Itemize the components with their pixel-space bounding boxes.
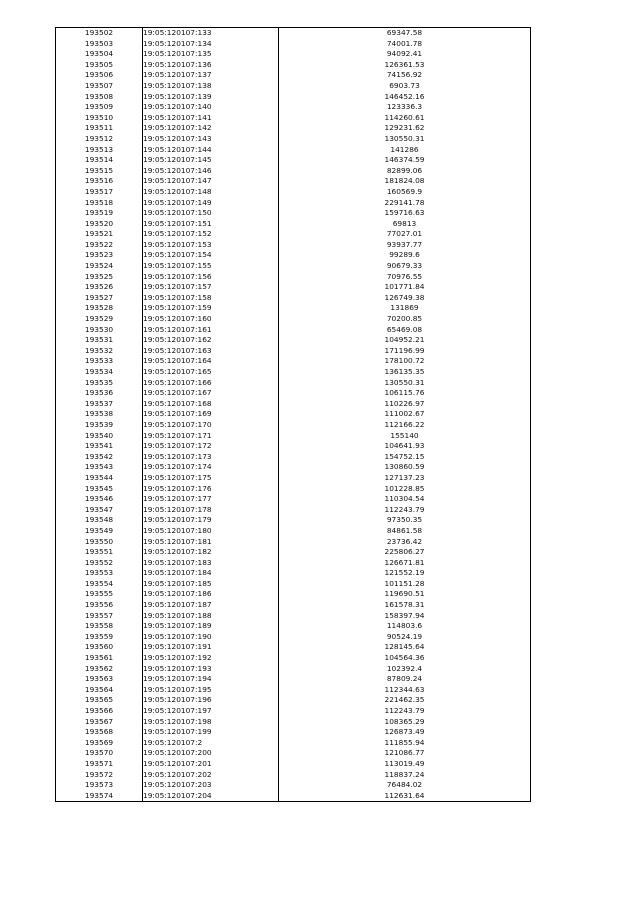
row-id-cell: 193566 [56,706,143,717]
row-id-cell: 193544 [56,473,143,484]
timestamp-cell: 19:05:120107:133 [143,28,279,39]
value-cell: 106115.76 [279,388,531,399]
table-row [56,187,531,198]
value-cell: 128145.64 [279,642,531,653]
value-cell: 146374.59 [279,155,531,166]
row-id-cell: 193504 [56,49,143,60]
timestamp-cell: 19:05:120107:172 [143,441,279,452]
row-id-cell: 193555 [56,589,143,600]
table-row [56,367,531,378]
table-row [56,356,531,367]
value-cell: 84861.58 [279,526,531,537]
row-id-cell: 193502 [56,28,143,39]
row-id-cell: 193512 [56,134,143,145]
timestamp-cell: 19:05:120107:197 [143,706,279,717]
row-id-cell: 193508 [56,92,143,103]
row-id-cell: 193550 [56,537,143,548]
row-id-cell: 193539 [56,420,143,431]
table-row [56,28,531,39]
timestamp-cell: 19:05:120107:192 [143,653,279,664]
table-row [56,600,531,611]
value-cell: 77027.01 [279,229,531,240]
row-id-cell: 193515 [56,166,143,177]
value-cell: 119690.51 [279,589,531,600]
timestamp-cell: 19:05:120107:160 [143,314,279,325]
value-cell: 112243.79 [279,505,531,516]
value-cell: 97350.35 [279,515,531,526]
timestamp-cell: 19:05:120107:202 [143,770,279,781]
value-cell: 130550.31 [279,134,531,145]
value-cell: 102392.4 [279,664,531,675]
row-id-cell: 193557 [56,611,143,622]
table-row [56,653,531,664]
data-table [55,27,531,802]
value-cell: 121086.77 [279,748,531,759]
value-cell: 112344.63 [279,685,531,696]
table-row [56,547,531,558]
timestamp-cell: 19:05:120107:182 [143,547,279,558]
row-id-cell: 193521 [56,229,143,240]
table-row [56,325,531,336]
value-cell: 69813 [279,219,531,230]
row-id-cell: 193517 [56,187,143,198]
table-row [56,695,531,706]
timestamp-cell: 19:05:120107:163 [143,346,279,357]
row-id-cell: 193527 [56,293,143,304]
table-row [56,49,531,60]
value-cell: 93937.77 [279,240,531,251]
timestamp-cell: 19:05:120107:156 [143,272,279,283]
timestamp-cell: 19:05:120107:141 [143,113,279,124]
value-cell: 161578.31 [279,600,531,611]
value-cell: 130860.59 [279,462,531,473]
table-row [56,738,531,749]
value-cell: 155140 [279,431,531,442]
row-id-cell: 193564 [56,685,143,696]
value-cell: 90524.19 [279,632,531,643]
table-row [56,378,531,389]
value-cell: 126873.49 [279,727,531,738]
row-id-cell: 193561 [56,653,143,664]
table-row [56,166,531,177]
table-row [56,229,531,240]
table-row [56,134,531,145]
row-id-cell: 193522 [56,240,143,251]
row-id-cell: 193510 [56,113,143,124]
timestamp-cell: 19:05:120107:188 [143,611,279,622]
table-row [56,60,531,71]
row-id-cell: 193505 [56,60,143,71]
row-id-cell: 193556 [56,600,143,611]
row-id-cell: 193568 [56,727,143,738]
row-id-cell: 193547 [56,505,143,516]
value-cell: 178100.72 [279,356,531,367]
timestamp-cell: 19:05:120107:2 [143,738,279,749]
timestamp-cell: 19:05:120107:147 [143,176,279,187]
timestamp-cell: 19:05:120107:158 [143,293,279,304]
row-id-cell: 193513 [56,145,143,156]
timestamp-cell: 19:05:120107:183 [143,558,279,569]
timestamp-cell: 19:05:120107:181 [143,537,279,548]
row-id-cell: 193554 [56,579,143,590]
table-row [56,261,531,272]
value-cell: 126361.53 [279,60,531,71]
value-cell: 111855.94 [279,738,531,749]
table-row [56,780,531,791]
timestamp-cell: 19:05:120107:186 [143,589,279,600]
timestamp-cell: 19:05:120107:204 [143,791,279,802]
row-id-cell: 193540 [56,431,143,442]
table-row [56,145,531,156]
value-cell: 141286 [279,145,531,156]
row-id-cell: 193560 [56,642,143,653]
value-cell: 104952.21 [279,335,531,346]
value-cell: 101151.28 [279,579,531,590]
table-row [56,346,531,357]
value-cell: 94092.41 [279,49,531,60]
row-id-cell: 193503 [56,39,143,50]
value-cell: 131869 [279,303,531,314]
value-cell: 159716.63 [279,208,531,219]
row-id-cell: 193573 [56,780,143,791]
row-id-cell: 193549 [56,526,143,537]
table-row [56,208,531,219]
row-id-cell: 193565 [56,695,143,706]
table-row [56,399,531,410]
table-row [56,250,531,261]
table-row [56,70,531,81]
value-cell: 87809.24 [279,674,531,685]
row-id-cell: 193520 [56,219,143,230]
value-cell: 112631.64 [279,791,531,802]
value-cell: 82899.06 [279,166,531,177]
table-row [56,102,531,113]
table-row [56,92,531,103]
value-cell: 108365.29 [279,717,531,728]
timestamp-cell: 19:05:120107:144 [143,145,279,156]
row-id-cell: 193529 [56,314,143,325]
timestamp-cell: 19:05:120107:150 [143,208,279,219]
row-id-cell: 193506 [56,70,143,81]
row-id-cell: 193548 [56,515,143,526]
table-row [56,431,531,442]
timestamp-cell: 19:05:120107:161 [143,325,279,336]
value-cell: 110226.97 [279,399,531,410]
table-row [56,642,531,653]
timestamp-cell: 19:05:120107:198 [143,717,279,728]
timestamp-cell: 19:05:120107:173 [143,452,279,463]
value-cell: 114803.6 [279,621,531,632]
table-row [56,473,531,484]
timestamp-cell: 19:05:120107:139 [143,92,279,103]
value-cell: 6903.73 [279,81,531,92]
value-cell: 99289.6 [279,250,531,261]
timestamp-cell: 19:05:120107:155 [143,261,279,272]
timestamp-cell: 19:05:120107:134 [143,39,279,50]
value-cell: 126671.81 [279,558,531,569]
row-id-cell: 193514 [56,155,143,166]
value-cell: 158397.94 [279,611,531,622]
timestamp-cell: 19:05:120107:170 [143,420,279,431]
value-cell: 111002.67 [279,409,531,420]
row-id-cell: 193570 [56,748,143,759]
value-cell: 90679.33 [279,261,531,272]
timestamp-cell: 19:05:120107:195 [143,685,279,696]
table-row [56,452,531,463]
value-cell: 225806.27 [279,547,531,558]
timestamp-cell: 19:05:120107:138 [143,81,279,92]
row-id-cell: 193523 [56,250,143,261]
table-row [56,537,531,548]
row-id-cell: 193535 [56,378,143,389]
value-cell: 112243.79 [279,706,531,717]
timestamp-cell: 19:05:120107:151 [143,219,279,230]
value-cell: 65469.08 [279,325,531,336]
value-cell: 112166.22 [279,420,531,431]
table-row [56,589,531,600]
row-id-cell: 193525 [56,272,143,283]
table-row [56,727,531,738]
table-row [56,748,531,759]
table-row [56,420,531,431]
row-id-cell: 193530 [56,325,143,336]
table-row [56,579,531,590]
table-row [56,240,531,251]
row-id-cell: 193551 [56,547,143,558]
row-id-cell: 193518 [56,198,143,209]
row-id-cell: 193571 [56,759,143,770]
row-id-cell: 193569 [56,738,143,749]
value-cell: 136135.35 [279,367,531,378]
timestamp-cell: 19:05:120107:189 [143,621,279,632]
row-id-cell: 193537 [56,399,143,410]
table-row [56,123,531,134]
value-cell: 181824.08 [279,176,531,187]
timestamp-cell: 19:05:120107:177 [143,494,279,505]
table-row [56,198,531,209]
row-id-cell: 193532 [56,346,143,357]
table-row [56,685,531,696]
table-row [56,611,531,622]
row-id-cell: 193534 [56,367,143,378]
timestamp-cell: 19:05:120107:190 [143,632,279,643]
table-row [56,113,531,124]
value-cell: 104564.36 [279,653,531,664]
timestamp-cell: 19:05:120107:184 [143,568,279,579]
timestamp-cell: 19:05:120107:199 [143,727,279,738]
value-cell: 129231.62 [279,123,531,134]
table-row [56,558,531,569]
timestamp-cell: 19:05:120107:176 [143,484,279,495]
timestamp-cell: 19:05:120107:167 [143,388,279,399]
row-id-cell: 193516 [56,176,143,187]
row-id-cell: 193546 [56,494,143,505]
row-id-cell: 193542 [56,452,143,463]
table-row [56,494,531,505]
table-row [56,409,531,420]
timestamp-cell: 19:05:120107:145 [143,155,279,166]
table-row [56,515,531,526]
row-id-cell: 193538 [56,409,143,420]
timestamp-cell: 19:05:120107:200 [143,748,279,759]
value-cell: 23736.42 [279,537,531,548]
table-row [56,674,531,685]
timestamp-cell: 19:05:120107:142 [143,123,279,134]
value-cell: 110304.54 [279,494,531,505]
table-row [56,293,531,304]
row-id-cell: 193536 [56,388,143,399]
timestamp-cell: 19:05:120107:146 [143,166,279,177]
row-id-cell: 193558 [56,621,143,632]
table-row [56,441,531,452]
timestamp-cell: 19:05:120107:140 [143,102,279,113]
table-row [56,759,531,770]
value-cell: 160569.9 [279,187,531,198]
value-cell: 127137.23 [279,473,531,484]
timestamp-cell: 19:05:120107:178 [143,505,279,516]
timestamp-cell: 19:05:120107:169 [143,409,279,420]
value-cell: 221462.35 [279,695,531,706]
timestamp-cell: 19:05:120107:149 [143,198,279,209]
timestamp-cell: 19:05:120107:143 [143,134,279,145]
value-cell: 70200.85 [279,314,531,325]
timestamp-cell: 19:05:120107:191 [143,642,279,653]
table-row [56,632,531,643]
row-id-cell: 193524 [56,261,143,272]
value-cell: 113019.49 [279,759,531,770]
value-cell: 229141.78 [279,198,531,209]
timestamp-cell: 19:05:120107:179 [143,515,279,526]
value-cell: 104641.93 [279,441,531,452]
table-row [56,272,531,283]
timestamp-cell: 19:05:120107:166 [143,378,279,389]
row-id-cell: 193507 [56,81,143,92]
value-cell: 126749.38 [279,293,531,304]
table-row [56,39,531,50]
table-row [56,568,531,579]
table-row [56,388,531,399]
row-id-cell: 193511 [56,123,143,134]
timestamp-cell: 19:05:120107:159 [143,303,279,314]
data-table-page [55,27,531,802]
value-cell: 76484.02 [279,780,531,791]
table-row [56,335,531,346]
table-body [56,28,531,802]
table-row [56,176,531,187]
row-id-cell: 193528 [56,303,143,314]
timestamp-cell: 19:05:120107:185 [143,579,279,590]
timestamp-cell: 19:05:120107:175 [143,473,279,484]
timestamp-cell: 19:05:120107:165 [143,367,279,378]
table-row [56,462,531,473]
row-id-cell: 193545 [56,484,143,495]
value-cell: 121552.19 [279,568,531,579]
row-id-cell: 193526 [56,282,143,293]
timestamp-cell: 19:05:120107:137 [143,70,279,81]
row-id-cell: 193552 [56,558,143,569]
value-cell: 123336.3 [279,102,531,113]
row-id-cell: 193574 [56,791,143,802]
timestamp-cell: 19:05:120107:201 [143,759,279,770]
table-row [56,282,531,293]
value-cell: 171196.99 [279,346,531,357]
row-id-cell: 193531 [56,335,143,346]
row-id-cell: 193533 [56,356,143,367]
table-row [56,717,531,728]
timestamp-cell: 19:05:120107:148 [143,187,279,198]
table-row [56,314,531,325]
row-id-cell: 193509 [56,102,143,113]
row-id-cell: 193541 [56,441,143,452]
table-row [56,303,531,314]
table-row [56,81,531,92]
timestamp-cell: 19:05:120107:136 [143,60,279,71]
table-row [56,791,531,802]
table-row [56,484,531,495]
value-cell: 118837.24 [279,770,531,781]
timestamp-cell: 19:05:120107:171 [143,431,279,442]
value-cell: 101228.85 [279,484,531,495]
table-row [56,155,531,166]
timestamp-cell: 19:05:120107:153 [143,240,279,251]
timestamp-cell: 19:05:120107:194 [143,674,279,685]
timestamp-cell: 19:05:120107:187 [143,600,279,611]
timestamp-cell: 19:05:120107:152 [143,229,279,240]
row-id-cell: 193553 [56,568,143,579]
timestamp-cell: 19:05:120107:164 [143,356,279,367]
value-cell: 74156.92 [279,70,531,81]
timestamp-cell: 19:05:120107:180 [143,526,279,537]
row-id-cell: 193567 [56,717,143,728]
value-cell: 101771.84 [279,282,531,293]
table-row [56,505,531,516]
value-cell: 74001.78 [279,39,531,50]
row-id-cell: 193559 [56,632,143,643]
timestamp-cell: 19:05:120107:162 [143,335,279,346]
timestamp-cell: 19:05:120107:196 [143,695,279,706]
value-cell: 130550.31 [279,378,531,389]
row-id-cell: 193572 [56,770,143,781]
row-id-cell: 193563 [56,674,143,685]
row-id-cell: 193519 [56,208,143,219]
value-cell: 70976.55 [279,272,531,283]
table-row [56,706,531,717]
timestamp-cell: 19:05:120107:174 [143,462,279,473]
timestamp-cell: 19:05:120107:154 [143,250,279,261]
timestamp-cell: 19:05:120107:193 [143,664,279,675]
value-cell: 154752.15 [279,452,531,463]
value-cell: 114260.61 [279,113,531,124]
table-row [56,664,531,675]
timestamp-cell: 19:05:120107:168 [143,399,279,410]
table-row [56,219,531,230]
timestamp-cell: 19:05:120107:135 [143,49,279,60]
table-row [56,770,531,781]
table-row [56,621,531,632]
timestamp-cell: 19:05:120107:157 [143,282,279,293]
value-cell: 69347.58 [279,28,531,39]
table-row [56,526,531,537]
timestamp-cell: 19:05:120107:203 [143,780,279,791]
row-id-cell: 193543 [56,462,143,473]
value-cell: 146452.16 [279,92,531,103]
row-id-cell: 193562 [56,664,143,675]
